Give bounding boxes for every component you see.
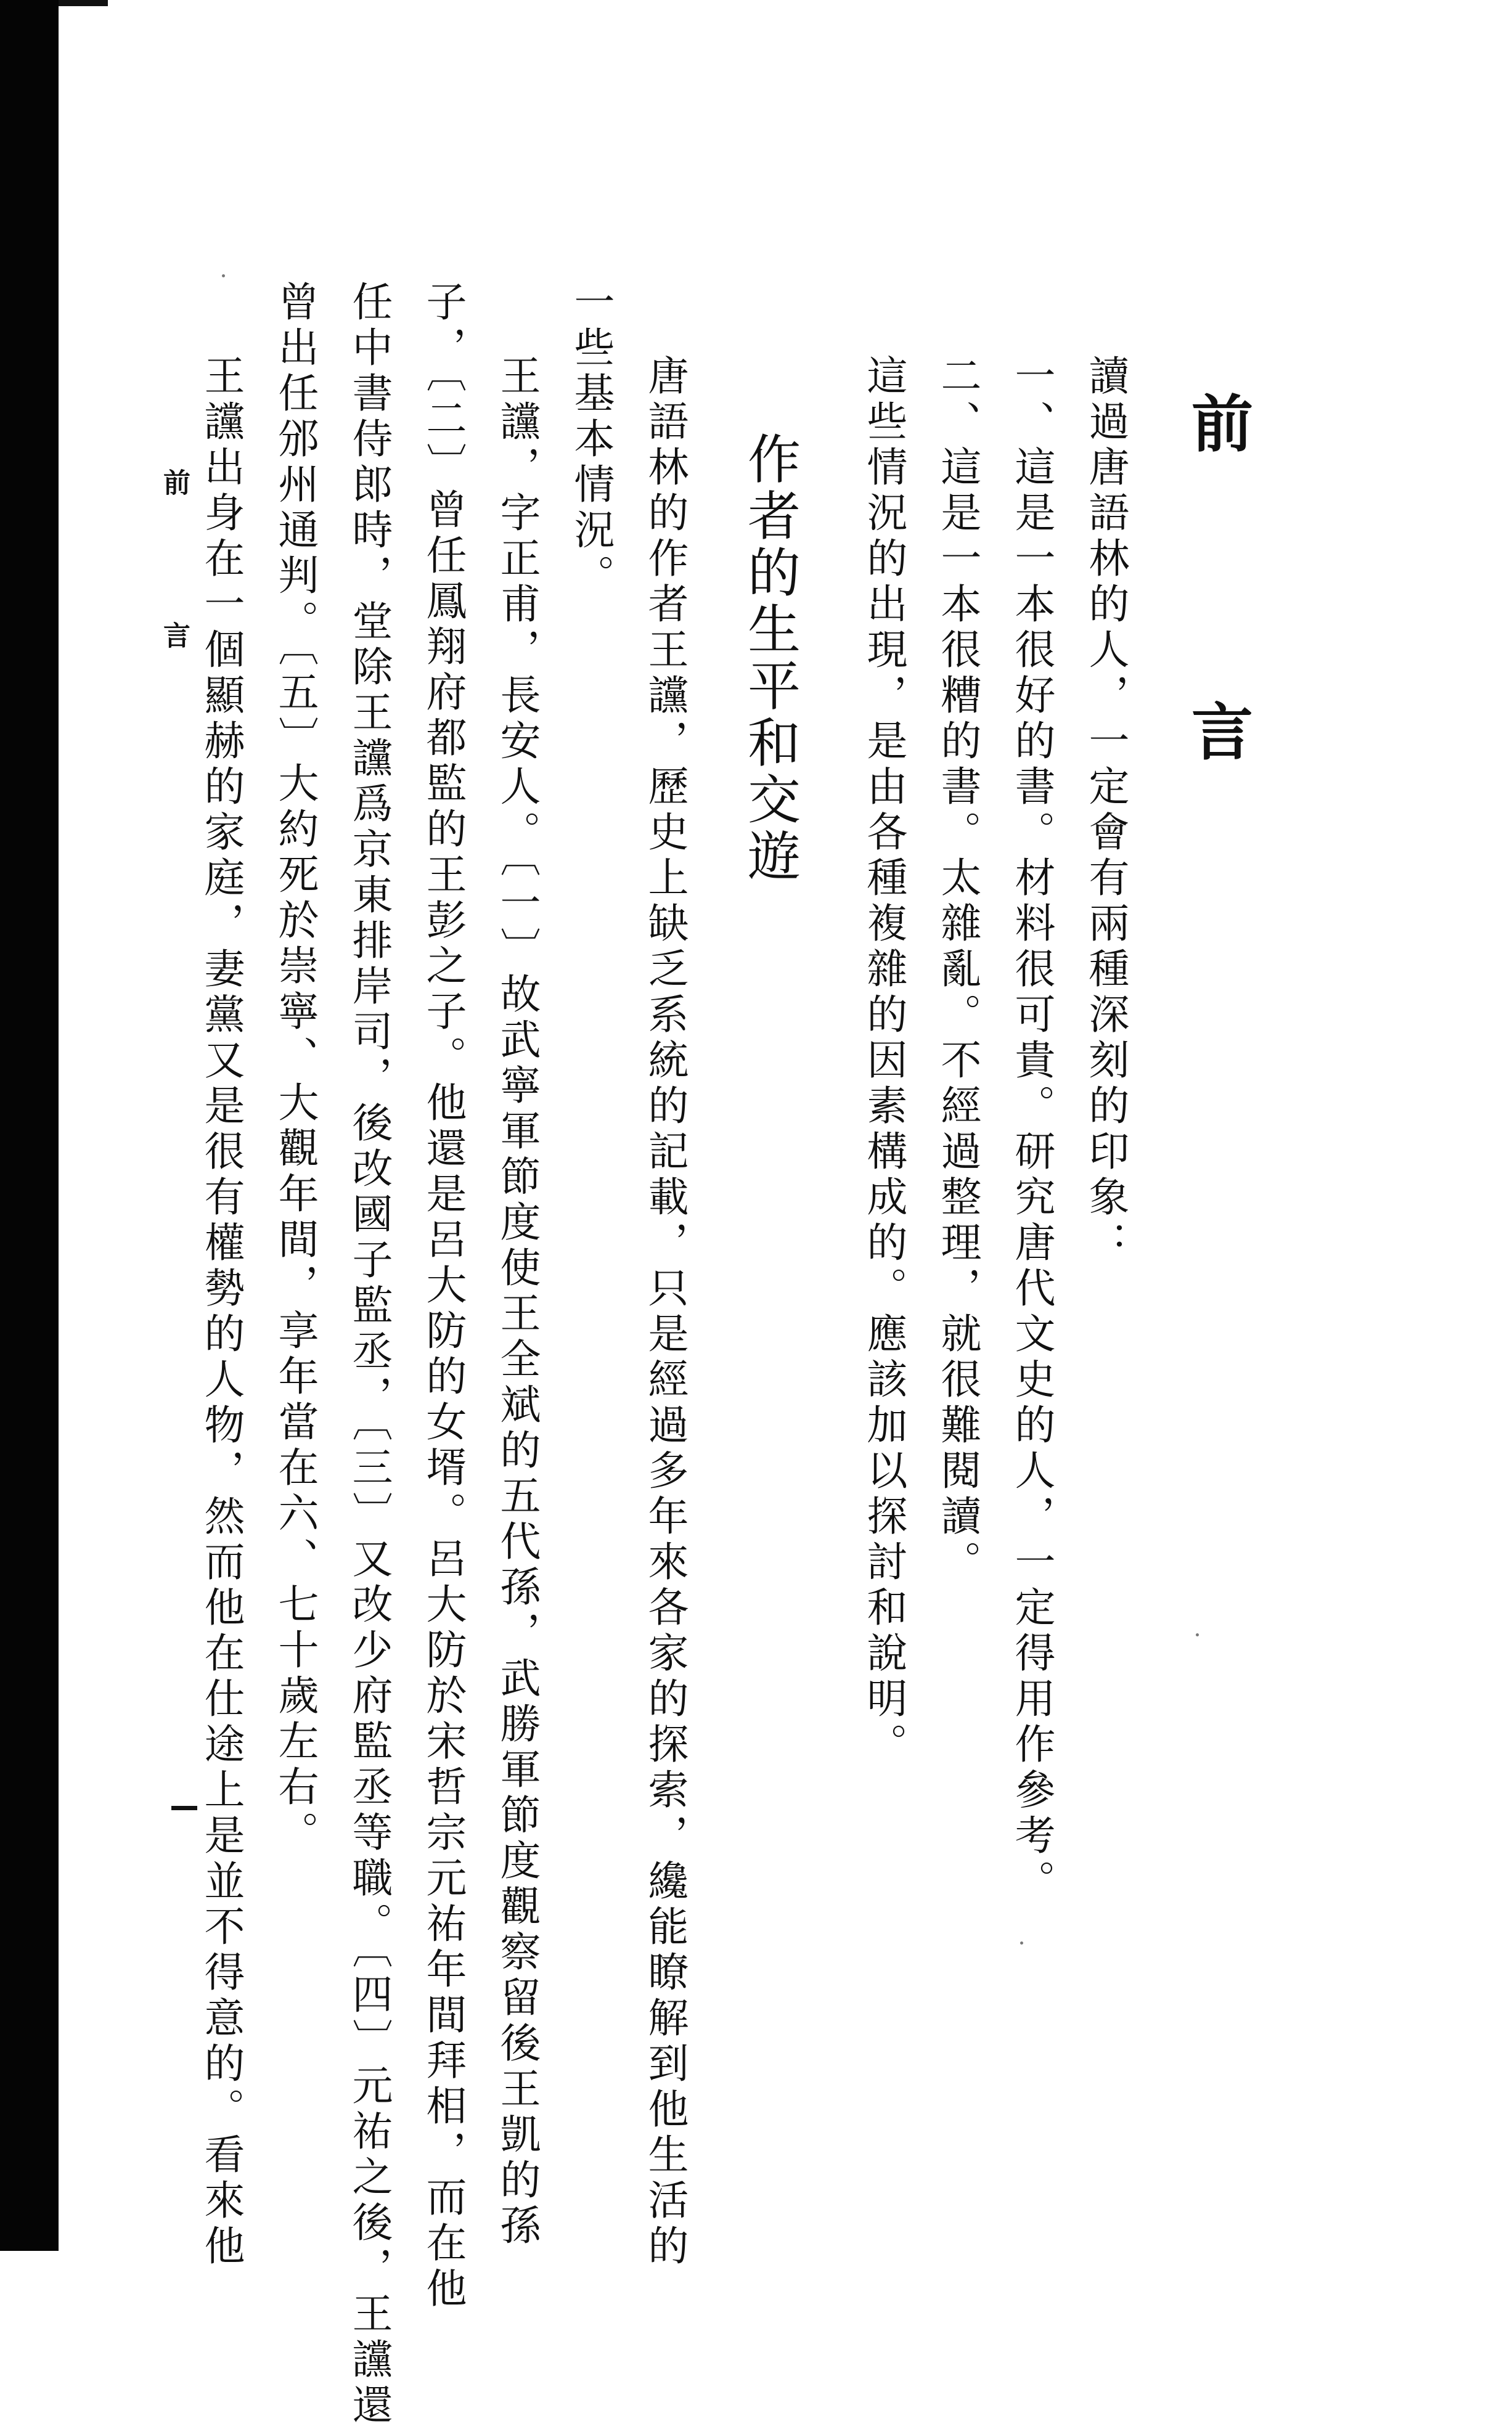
body-line: 王讜，字正甫，長安人。〔一〕故武寧軍節度使王全斌的五代孫，武勝軍節度觀察留後王凱的孫 <box>493 354 541 2250</box>
body-line: 任中書侍郎時，堂除王讜爲京東排岸司，後改國子監丞，〔三〕又改少府監丞等職。〔四〕元祐之後，王讜還 <box>345 280 393 2429</box>
body-line: 子，〔二〕曾任鳳翔府都監的王彭之子。他還是呂大防的女壻。呂大防於宋哲宗元祐年間拜相，而在他 <box>419 280 467 2313</box>
section-heading: 作者的生平和交遊 <box>738 431 800 885</box>
scan-fleck <box>59 0 108 6</box>
scan-speck <box>1196 1633 1199 1636</box>
page-title: 前 言 <box>1181 391 1254 854</box>
scan-border <box>0 0 59 2251</box>
page-number <box>171 1806 197 1810</box>
body-line: 讀過唐語林的人，一定會有兩種深刻的印象： <box>1082 354 1129 1267</box>
body-line: 二、這是一本很糟的書。太雜亂。不經過整理，就很難閱讀。 <box>934 354 981 1586</box>
body-line: 唐語林的作者王讜，歷史上缺乏系統的記載，只是經過多年來各家的探索，纔能瞭解到他生活的 <box>641 354 689 2270</box>
scan-speck <box>222 274 225 277</box>
running-head: 前 言 <box>158 468 190 698</box>
body-line: 這些情況的出現，是由各種複雜的因素構成的。應該加以探討和說明。 <box>860 354 907 1768</box>
body-line: 一些基本情況。 <box>567 280 615 600</box>
scan-speck <box>1020 1941 1023 1945</box>
body-line: 曾出任邠州通判。〔五〕大約死於崇寧、大觀年間，享年當在六、七十歲左右。 <box>271 280 319 1856</box>
body-line: 王讜出身在一個顯赫的家庭，妻黨又是很有權勢的人物，然而他在仕途上是並不得意的。看來他 <box>197 354 245 2270</box>
body-line: 一、這是一本很好的書。材料很可貴。研究唐代文史的人，一定得用作參考。 <box>1008 354 1055 1905</box>
